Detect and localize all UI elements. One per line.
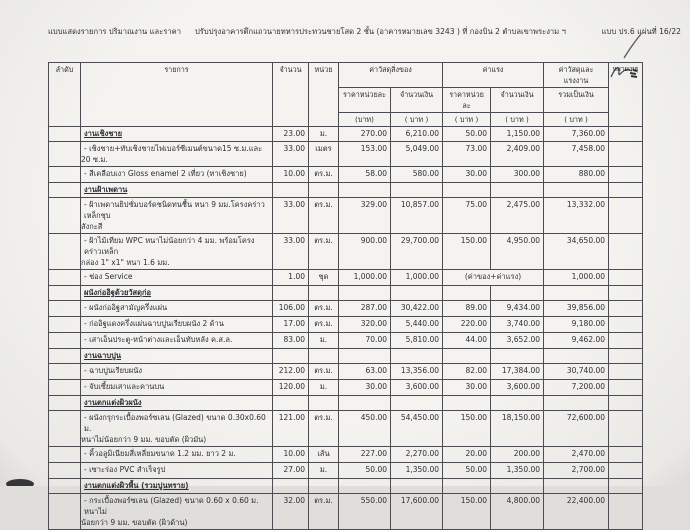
material-unit-price-cell: 900.00 [339,234,391,270]
total-amount-cell: 39,856.00 [544,301,609,317]
labor-amount-cell: 4,950.00 [491,234,544,270]
column-header-total-group: ค่าวัสดุและแรงงาน [544,63,609,88]
quantity-cell: 23.00 [273,127,309,142]
labor-unit-price-cell: 89.00 [443,301,491,317]
total-amount-cell: 9,462.00 [544,333,609,349]
labor-amount-cell: 9,434.00 [491,301,544,317]
quantity-cell: 120.00 [273,380,309,396]
material-amount-cell: 13,356.00 [391,364,443,380]
row-no-cell [49,447,81,463]
material-amount-cell: 3,600.00 [391,380,443,396]
labor-unit-price-cell: 82.00 [443,364,491,380]
item-description-cell [81,286,273,301]
item-description-cell [81,333,273,349]
material-unit-price-cell: 153.00 [339,142,391,167]
row-no-cell [49,270,81,286]
labor-amount-cell: 1,350.00 [491,463,544,479]
unit-cell [309,349,339,364]
unit-cell: ม. [309,463,339,479]
remark-cell [609,286,643,301]
section-row [49,286,643,301]
baht-unit-label: (บาท) [339,113,391,127]
baht-unit-label: ( บาท ) [544,113,609,127]
remark-cell [609,183,643,198]
column-header-no: ลำดับ [49,63,81,127]
labor-amount-cell: 2,409.00 [491,142,544,167]
total-amount-cell: 7,360.00 [544,127,609,142]
material-unit-price-cell [339,183,391,198]
item-line-1: ผนังก่ออิฐด้วยวัสดุก่อ [84,288,152,297]
column-header-material-amount: จำนวนเงิน [391,88,443,113]
item-line-1: งานตกแต่งผิวผนัง [84,398,142,407]
item-line-2: หนาไม่น้อยกว่า 9 มม. ขอบตัด (ผิวมัน) [81,435,207,444]
quantity-cell: 32.00 [273,494,309,530]
material-unit-price-cell: 70.00 [339,333,391,349]
unit-cell: ตร.ม. [309,317,339,333]
unit-cell [309,286,339,301]
material-amount-cell: 1,000.00 [391,270,443,286]
item-description-cell [81,463,273,479]
item-description-cell [81,198,273,234]
item-line-1: - ฝ้าไม้เทียม WPC หนาไม่น้อยกว่า 4 มม. พร้อมโครงคร่าวเหล็ก [84,236,255,256]
item-line-1: - กระเบื้องพอร์ซเลน (Glazed) ขนาด 0.60 x 0.60 ม. หนาไม่ [84,496,259,516]
unit-cell: ตร.ม. [309,167,339,183]
item-line-1: - ฉาบปูนเรียบผนัง [84,366,142,375]
item-description-cell [81,380,273,396]
baht-unit-label: ( บาท ) [491,113,544,127]
row-no-cell [49,234,81,270]
labor-amount-cell: 300.00 [491,167,544,183]
item-line-1: - ช่อง Service [84,272,133,281]
unit-cell: เมตร [309,142,339,167]
boq-table-body [49,127,643,530]
labor-unit-price-cell: 50.00 [443,127,491,142]
row-no-cell [49,301,81,317]
item-row [49,142,643,167]
labor-unit-price-cell: 50.00 [443,463,491,479]
section-row [49,349,643,364]
item-row [49,380,643,396]
remark-cell [609,317,643,333]
material-amount-cell: 5,049.00 [391,142,443,167]
column-header-quantity: จำนวน [273,63,309,127]
item-description-cell [81,142,273,167]
unit-cell: ตร.ม. [309,301,339,317]
item-row [49,270,643,286]
unit-cell: ตร.ม. [309,364,339,380]
unit-cell [309,396,339,411]
material-amount-cell [391,396,443,411]
quantity-cell: 33.00 [273,142,309,167]
form-code: แบบ ปร.6 แผ่นที่ 16/22 [601,27,681,36]
material-amount-cell: 5,440.00 [391,317,443,333]
quantity-cell: 1.00 [273,270,309,286]
row-no-cell [49,494,81,530]
item-row [49,364,643,380]
labor-amount-cell: 3,600.00 [491,380,544,396]
remark-cell [609,234,643,270]
row-no-cell [49,364,81,380]
quantity-cell [273,349,309,364]
quantity-cell: 10.00 [273,447,309,463]
material-unit-price-cell: 227.00 [339,447,391,463]
item-description-cell [81,301,273,317]
item-line-1: - เซาะร่อง PVC สำเร็จรูป [84,465,166,474]
labor-amount-cell: 18,150.00 [491,411,544,447]
labor-amount-cell: 200.00 [491,447,544,463]
total-amount-cell: 2,470.00 [544,447,609,463]
material-unit-price-cell: 50.00 [339,463,391,479]
remark-cell [609,411,643,447]
unit-cell: ม. [309,380,339,396]
quantity-cell [273,396,309,411]
labor-unit-price-cell: 20.00 [443,447,491,463]
remark-cell [609,333,643,349]
remark-cell [609,127,643,142]
row-no-cell [49,349,81,364]
labor-merged-cell: (ค่าของ+ค่าแรง) [443,270,544,286]
column-header-total-amount: รวมเป็นเงิน [544,88,609,113]
column-header-material-group: ค่าวัสดุสิ่งของ [339,63,443,88]
item-line-1: งานตกแต่งผิวพื้น (รวมปูนทราย) [84,481,189,490]
material-amount-cell: 30,422.00 [391,301,443,317]
total-amount-cell [544,349,609,364]
item-description-cell [81,447,273,463]
material-amount-cell: 54,450.00 [391,411,443,447]
item-row [49,317,643,333]
material-amount-cell [391,286,443,301]
total-amount-cell: 7,458.00 [544,142,609,167]
project-title: ปรับปรุงอาคารตึกแถวนายทหารประทวนชายโสด 2 ชั้น (อาคารหมายเลข 3243 ) ที่ กองบิน 2 ตำบลเขาพระงาม ฯ [194,27,566,36]
quantity-cell [273,183,309,198]
unit-cell: ม. [309,127,339,142]
total-amount-cell [544,479,609,494]
item-row [49,301,643,317]
labor-unit-price-cell [443,349,491,364]
item-line-1: - คิ้วอลูมิเนียมสี่เหลี่ยมขนาด 1.2 มม. ยาว 2 ม. [84,449,236,458]
material-amount-cell: 29,700.00 [391,234,443,270]
item-description-cell [81,494,273,530]
item-line-1: - เชิงชาย+ทับเชิงชายไฟเบอร์ซีเมนต์ขนาด15 ซ.ม.และ [84,144,263,153]
remark-cell [609,479,643,494]
total-amount-cell: 1,000.00 [544,270,609,286]
material-amount-cell: 6,210.00 [391,127,443,142]
material-unit-price-cell [339,479,391,494]
labor-amount-cell: 1,150.00 [491,127,544,142]
labor-unit-price-cell: 150.00 [443,411,491,447]
material-amount-cell: 17,600.00 [391,494,443,530]
unit-cell [309,183,339,198]
item-row [49,447,643,463]
remark-cell [609,270,643,286]
material-unit-price-cell: 329.00 [339,198,391,234]
quantity-cell [273,286,309,301]
item-line-1: งานฉาบปูน [84,351,121,360]
document-header [48,26,681,38]
baht-unit-label: ( บาท ) [391,113,443,127]
remark-cell [609,463,643,479]
unit-cell [309,479,339,494]
remark-cell [609,447,643,463]
material-unit-price-cell: 550.00 [339,494,391,530]
remark-cell [609,301,643,317]
total-amount-cell: 34,650.00 [544,234,609,270]
unit-cell: เส้น [309,447,339,463]
material-unit-price-cell [339,396,391,411]
row-no-cell [49,198,81,234]
material-amount-cell [391,479,443,494]
row-no-cell [49,479,81,494]
item-line-1: - สีเคลือบเงา Gloss enamel 2 เที่ยว (ทาเชิงชาย) [84,169,247,178]
quantity-cell: 17.00 [273,317,309,333]
quantity-cell [273,479,309,494]
labor-amount-cell [491,479,544,494]
total-amount-cell: 22,400.00 [544,494,609,530]
column-header-item: รายการ [81,63,273,127]
labor-unit-price-cell: 150.00 [443,494,491,530]
item-row [49,494,643,530]
unit-cell: ตร.ม. [309,234,339,270]
row-no-cell [49,183,81,198]
material-unit-price-cell: 287.00 [339,301,391,317]
total-amount-cell: 880.00 [544,167,609,183]
item-line-1: - ผนังกรุกระเบื้องพอร์ซเลน (Glazed) ขนาด 0.30x0.60 ม. [84,413,266,433]
item-line-1: - จับเซี้ยมเสาและคานบน [84,382,165,391]
item-line-2: สังกะสี [81,222,103,231]
remark-cell [609,167,643,183]
item-line-1: - ฝ้าเพดานยิปซั่มบอร์ดชนิดทนชื้น หนา 9 มม.โครงคร่าวเหล็กชุบ [84,200,265,220]
remark-cell [609,349,643,364]
item-row [49,411,643,447]
item-description-cell [81,317,273,333]
item-line-1: - เสาเอ็นประตู-หน้าต่างและเอ็นทับหลัง ค.ส.ล. [84,335,233,344]
labor-amount-cell [491,286,544,301]
labor-unit-price-cell [443,183,491,198]
labor-unit-price-cell [443,286,491,301]
section-row [49,396,643,411]
material-amount-cell: 10,857.00 [391,198,443,234]
material-unit-price-cell: 1,000.00 [339,270,391,286]
item-description-cell [81,364,273,380]
item-description-cell [81,127,273,142]
unit-cell: ตร.ม. [309,411,339,447]
remark-cell [609,380,643,396]
labor-amount-cell [491,183,544,198]
row-no-cell [49,127,81,142]
item-description-cell [81,411,273,447]
material-amount-cell: 580.00 [391,167,443,183]
quantity-cell: 33.00 [273,198,309,234]
item-description-cell [81,270,273,286]
item-description-cell [81,167,273,183]
total-amount-cell: 7,200.00 [544,380,609,396]
row-no-cell [49,142,81,167]
material-unit-price-cell [339,349,391,364]
item-line-2: กล่อง 1" x1" หนา 1.6 มม. [81,258,170,267]
labor-amount-cell: 2,475.00 [491,198,544,234]
boq-table [48,62,643,530]
section-row [49,127,643,142]
quantity-cell: 27.00 [273,463,309,479]
row-no-cell [49,463,81,479]
material-amount-cell: 1,350.00 [391,463,443,479]
item-description-cell [81,479,273,494]
item-row [49,333,643,349]
row-no-cell [49,286,81,301]
material-amount-cell [391,349,443,364]
labor-unit-price-cell [443,396,491,411]
item-line-1: - ก่ออิฐแดงครึ่งแผ่นฉาบปูนเรียบผนัง 2 ด้าน [84,319,224,328]
item-row [49,234,643,270]
material-amount-cell [391,183,443,198]
remark-cell [609,494,643,530]
form-name-label: แบบแสดงรายการ ปริมาณงาน และราคา [48,27,181,36]
material-unit-price-cell: 320.00 [339,317,391,333]
labor-unit-price-cell: 44.00 [443,333,491,349]
item-description-cell [81,396,273,411]
labor-amount-cell [491,349,544,364]
column-header-labor-group: ค่าแรง [443,63,544,88]
remark-cell [609,142,643,167]
remark-cell [609,364,643,380]
item-row [49,167,643,183]
material-amount-cell: 5,810.00 [391,333,443,349]
column-header-labor-amount: จำนวนเงิน [491,88,544,113]
scan-smudge [6,479,34,486]
item-line-1: งานฝ้าเพดาน [84,185,128,194]
item-line-1: - ผนังก่ออิฐสามัญครึ่งแผ่น [84,303,168,312]
labor-unit-price-cell [443,479,491,494]
item-description-cell [81,234,273,270]
column-header-remark: หมายเหตุ [609,63,643,127]
row-no-cell [49,333,81,349]
quantity-cell: 121.00 [273,411,309,447]
total-amount-cell [544,286,609,301]
labor-unit-price-cell: 75.00 [443,198,491,234]
unit-cell: ตร.ม. [309,494,339,530]
labor-unit-price-cell: 220.00 [443,317,491,333]
labor-amount-cell: 3,740.00 [491,317,544,333]
row-no-cell [49,396,81,411]
section-row [49,183,643,198]
remark-cell [609,198,643,234]
quantity-cell: 212.00 [273,364,309,380]
total-amount-cell: 72,600.00 [544,411,609,447]
labor-unit-price-cell: 30.00 [443,167,491,183]
total-amount-cell: 30,740.00 [544,364,609,380]
quantity-cell: 10.00 [273,167,309,183]
item-line-1: งานเชิงชาย [84,129,123,138]
item-line-2: น้อยกว่า 9 มม. ขอบตัด (ผิวด้าน) [81,518,188,527]
row-no-cell [49,167,81,183]
material-unit-price-cell: 450.00 [339,411,391,447]
quantity-cell: 33.00 [273,234,309,270]
row-no-cell [49,317,81,333]
total-amount-cell [544,183,609,198]
material-unit-price-cell: 63.00 [339,364,391,380]
total-amount-cell: 2,700.00 [544,463,609,479]
labor-unit-price-cell: 73.00 [443,142,491,167]
unit-cell: ม. [309,333,339,349]
total-amount-cell [544,396,609,411]
labor-unit-price-cell: 150.00 [443,234,491,270]
labor-amount-cell [491,396,544,411]
section-row [49,479,643,494]
baht-unit-label: ( บาท ) [443,113,491,127]
item-row [49,198,643,234]
item-line-2: 20 ซ.ม. [81,155,108,164]
quantity-cell: 106.00 [273,301,309,317]
remark-cell [609,396,643,411]
material-unit-price-cell [339,286,391,301]
column-header-labor-unit-price: ราคาหน่วยละ [443,88,491,113]
item-description-cell [81,183,273,198]
material-unit-price-cell: 30.00 [339,380,391,396]
unit-cell: ชุด [309,270,339,286]
item-description-cell [81,349,273,364]
labor-amount-cell: 4,800.00 [491,494,544,530]
quantity-cell: 83.00 [273,333,309,349]
material-unit-price-cell: 58.00 [339,167,391,183]
unit-cell: ตร.ม. [309,198,339,234]
column-header-material-unit-price: ราคาหน่วยละ [339,88,391,113]
row-no-cell [49,411,81,447]
material-amount-cell: 2,270.00 [391,447,443,463]
total-amount-cell: 9,180.00 [544,317,609,333]
row-no-cell [49,380,81,396]
labor-amount-cell: 17,384.00 [491,364,544,380]
item-row [49,463,643,479]
labor-unit-price-cell: 30.00 [443,380,491,396]
material-unit-price-cell: 270.00 [339,127,391,142]
total-amount-cell: 13,332.00 [544,198,609,234]
column-header-unit: หน่วย [309,63,339,127]
labor-amount-cell: 3,652.00 [491,333,544,349]
